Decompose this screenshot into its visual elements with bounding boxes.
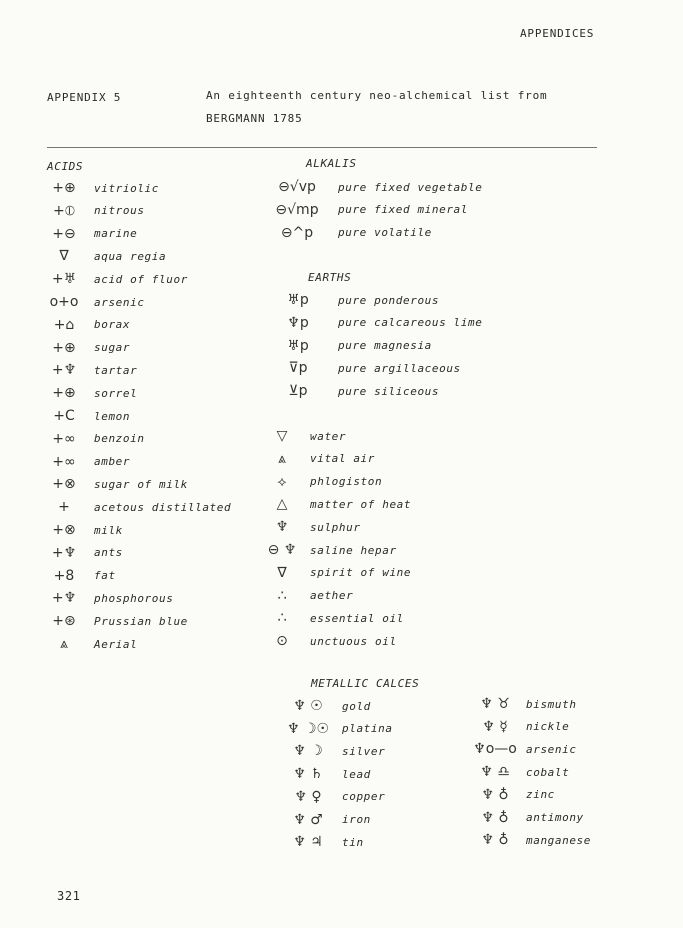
calx-label: platina — [342, 722, 393, 736]
acid-item — [40, 543, 123, 563]
acid-label: marine — [94, 227, 138, 241]
acid-label: acid of fluor — [94, 272, 188, 286]
element-item — [262, 563, 411, 583]
acid-label: aqua regia — [94, 249, 167, 263]
earth-symbol-icon: ♅p — [287, 337, 309, 354]
acid-symbol-icon: +8 — [53, 567, 75, 584]
acid-item — [40, 474, 188, 494]
calx-item — [470, 739, 577, 759]
acid-item — [40, 178, 159, 198]
earth-symbol-icon: ⊽p — [288, 360, 308, 377]
alkali-label: pure fixed vegetable — [338, 180, 483, 194]
element-symbol-icon: ⟡ — [277, 473, 287, 490]
acid-symbol-icon: +⊕ — [52, 339, 76, 356]
calx-symbol-icon: ♆ ♃ — [293, 834, 323, 851]
element-item — [262, 449, 375, 469]
calx-symbol-icon: ♆ ☽ — [293, 743, 323, 760]
calx-symbol-icon: ♆ ♉ — [480, 696, 510, 712]
calx-item — [282, 696, 371, 716]
alkali-item — [268, 200, 468, 220]
running-title: APPENDICES — [520, 27, 595, 40]
acid-symbol-icon: +⊗ — [52, 476, 76, 493]
calx-label: lead — [342, 767, 371, 781]
acid-symbol-icon: +⊕ — [52, 180, 76, 196]
page-number: 321 — [57, 889, 81, 903]
acid-item — [40, 588, 173, 608]
acid-symbol-icon: +♆ — [51, 544, 77, 561]
divider-rule — [47, 147, 597, 148]
element-symbol-icon: ∴ — [277, 587, 287, 604]
acid-label: Prussian blue — [94, 614, 188, 628]
alkali-item — [268, 223, 432, 243]
acid-symbol-icon: +♆ — [51, 590, 77, 607]
acid-item — [40, 246, 166, 266]
acid-symbol-icon: +⊛ — [52, 613, 76, 630]
acid-symbol-icon: +∞ — [52, 430, 76, 447]
acids-heading: ACIDS — [47, 160, 84, 173]
calx-symbol-icon: ♆ ♎ — [480, 764, 510, 781]
earth-label: pure argillaceous — [338, 361, 461, 375]
element-label: essential oil — [310, 611, 404, 625]
element-symbol-icon: ⊙ — [276, 633, 288, 650]
acid-label: tartar — [94, 363, 138, 377]
element-label: phlogiston — [310, 475, 383, 489]
element-label: sulphur — [310, 520, 361, 534]
acid-label: benzoin — [94, 432, 145, 446]
calx-label: arsenic — [526, 742, 577, 756]
acid-label: fat — [94, 569, 116, 583]
acid-item — [40, 611, 188, 631]
element-item — [262, 517, 361, 537]
calx-item — [282, 810, 371, 830]
appendix-label: APPENDIX 5 — [47, 91, 122, 104]
earth-item — [270, 290, 439, 310]
calx-label: copper — [342, 790, 386, 804]
earth-item — [270, 358, 461, 378]
acid-item — [40, 429, 145, 449]
acid-label: amber — [94, 455, 131, 469]
calx-symbol-icon: ♆ ☿ — [482, 718, 508, 735]
calx-symbol-icon: ♆ ♀ — [294, 788, 322, 805]
calx-item — [282, 719, 393, 739]
acid-symbol-icon: +⦶ — [53, 202, 75, 219]
calx-item — [282, 741, 385, 761]
acid-item — [40, 338, 130, 358]
element-item — [262, 426, 346, 446]
acid-symbol-icon: ⩓ — [60, 636, 68, 652]
calx-label: zinc — [526, 788, 555, 802]
calx-item — [282, 832, 364, 852]
alkali-symbol-icon: ⊖^p — [280, 224, 314, 241]
element-symbol-icon: ♆ — [275, 519, 289, 536]
earth-label: pure magnesia — [338, 339, 432, 353]
calx-symbol-icon: ♆ ♁ — [481, 786, 509, 803]
calx-symbol-icon: ♆ ☉ — [293, 698, 323, 714]
element-symbol-icon: △ — [276, 496, 288, 513]
element-label: saline hepar — [310, 543, 397, 557]
earth-symbol-icon: ♆p — [287, 314, 309, 331]
metallic-calces-heading: METALLIC CALCES — [311, 677, 420, 690]
alkali-label: pure volatile — [338, 226, 432, 240]
calx-item — [282, 787, 385, 807]
acid-item — [40, 566, 116, 586]
calx-symbol-icon: ♆ ☽☉ — [286, 720, 330, 737]
acid-item — [40, 520, 123, 540]
earth-item — [270, 313, 482, 333]
calx-item — [470, 717, 569, 737]
acid-label: arsenic — [94, 295, 145, 309]
acid-label: sugar of milk — [94, 477, 188, 491]
element-item — [262, 540, 397, 560]
element-label: water — [310, 429, 347, 443]
acid-label: ants — [94, 546, 123, 560]
calx-symbol-icon: ♆ ♁ — [481, 809, 509, 826]
acid-label: sorrel — [94, 386, 138, 400]
calx-item — [470, 808, 584, 828]
acid-label: lemon — [94, 409, 131, 423]
element-symbol-icon: ▽ — [276, 428, 288, 444]
calx-symbol-icon: ♆ ♁ — [481, 832, 509, 849]
calx-label: tin — [342, 835, 364, 849]
element-item — [262, 608, 404, 628]
earth-label: pure calcareous lime — [338, 316, 483, 330]
acid-item — [40, 360, 137, 380]
calx-symbol-icon: ♆ ♄ — [293, 766, 323, 783]
alkalis-heading: ALKALIS — [306, 157, 357, 170]
acid-item — [40, 497, 231, 517]
alkali-symbol-icon: ⊖√vp — [278, 179, 316, 195]
appendix-title-line-2: BERGMANN 1785 — [206, 112, 303, 125]
calx-item — [470, 694, 577, 714]
calx-label: iron — [342, 813, 371, 826]
acid-item — [40, 292, 145, 312]
element-item — [262, 494, 411, 514]
acid-symbol-icon: +♆ — [51, 362, 77, 379]
earth-label: pure ponderous — [338, 293, 440, 307]
earth-item — [270, 381, 439, 401]
acid-symbol-icon: ∇ — [59, 248, 69, 265]
element-item — [262, 586, 353, 606]
earth-symbol-icon: ♅p — [287, 292, 309, 308]
acid-item — [40, 383, 137, 403]
element-label: unctuous oil — [310, 634, 397, 648]
earth-item — [270, 336, 432, 356]
element-label: vital air — [310, 452, 376, 466]
acid-label: acetous distillated — [94, 500, 232, 514]
acid-label: sugar — [94, 341, 131, 355]
calx-item — [470, 785, 555, 805]
acid-symbol-icon: +⊕ — [52, 385, 76, 402]
calx-label: manganese — [526, 833, 592, 847]
acid-item — [40, 201, 145, 221]
calx-symbol-icon: ♆o—o — [473, 741, 517, 758]
acid-symbol-icon: +C — [53, 408, 75, 424]
alkali-label: pure fixed mineral — [338, 203, 469, 217]
acid-item — [40, 224, 137, 244]
acid-item — [40, 269, 188, 289]
acid-label: milk — [94, 523, 123, 537]
element-label: matter of heat — [310, 497, 412, 511]
earth-symbol-icon: ⊻p — [288, 383, 308, 400]
alkali-item — [268, 177, 482, 197]
calx-item — [282, 764, 371, 784]
element-label: aether — [310, 589, 354, 603]
acid-symbol-icon: +⌂ — [53, 316, 75, 333]
calx-label: gold — [342, 699, 371, 713]
appendix-title-line-1: An eighteenth century neo-alchemical list from — [206, 89, 548, 102]
calx-label: silver — [342, 744, 386, 758]
calx-item — [470, 830, 591, 850]
acid-label: borax — [94, 318, 131, 332]
acid-symbol-icon: +♅ — [51, 271, 77, 288]
acid-label: vitriolic — [94, 181, 160, 195]
element-symbol-icon: ⊖ ♆ — [267, 542, 297, 558]
element-label: spirit of wine — [310, 566, 412, 580]
acid-label: nitrous — [94, 204, 145, 218]
earth-label: pure siliceous — [338, 384, 440, 398]
calx-item — [470, 762, 569, 782]
calx-label: bismuth — [526, 697, 577, 711]
alkali-symbol-icon: ⊖√mp — [275, 201, 319, 218]
acid-item — [40, 452, 130, 472]
acid-label: phosphorous — [94, 591, 174, 605]
element-item — [262, 472, 382, 492]
acid-item — [40, 406, 130, 426]
calx-label: antimony — [526, 811, 584, 824]
acid-symbol-icon: +∞ — [52, 453, 76, 470]
acid-item — [40, 315, 130, 335]
calx-symbol-icon: ♆ ♂ — [293, 811, 323, 828]
calx-label: cobalt — [526, 765, 570, 779]
acid-symbol-icon: o+o — [49, 294, 79, 310]
element-symbol-icon: ∴ — [277, 610, 287, 627]
earths-heading: EARTHS — [308, 271, 352, 284]
element-symbol-icon: ⩓ — [278, 450, 286, 467]
acid-symbol-icon: +⊗ — [52, 522, 76, 538]
element-item — [262, 631, 397, 651]
acid-symbol-icon: + — [58, 499, 70, 516]
acid-item — [40, 634, 137, 654]
acid-symbol-icon: +⊖ — [52, 225, 76, 242]
element-symbol-icon: ∇ — [277, 564, 287, 581]
acid-label: Aerial — [94, 637, 138, 651]
calx-label: nickle — [526, 720, 570, 734]
